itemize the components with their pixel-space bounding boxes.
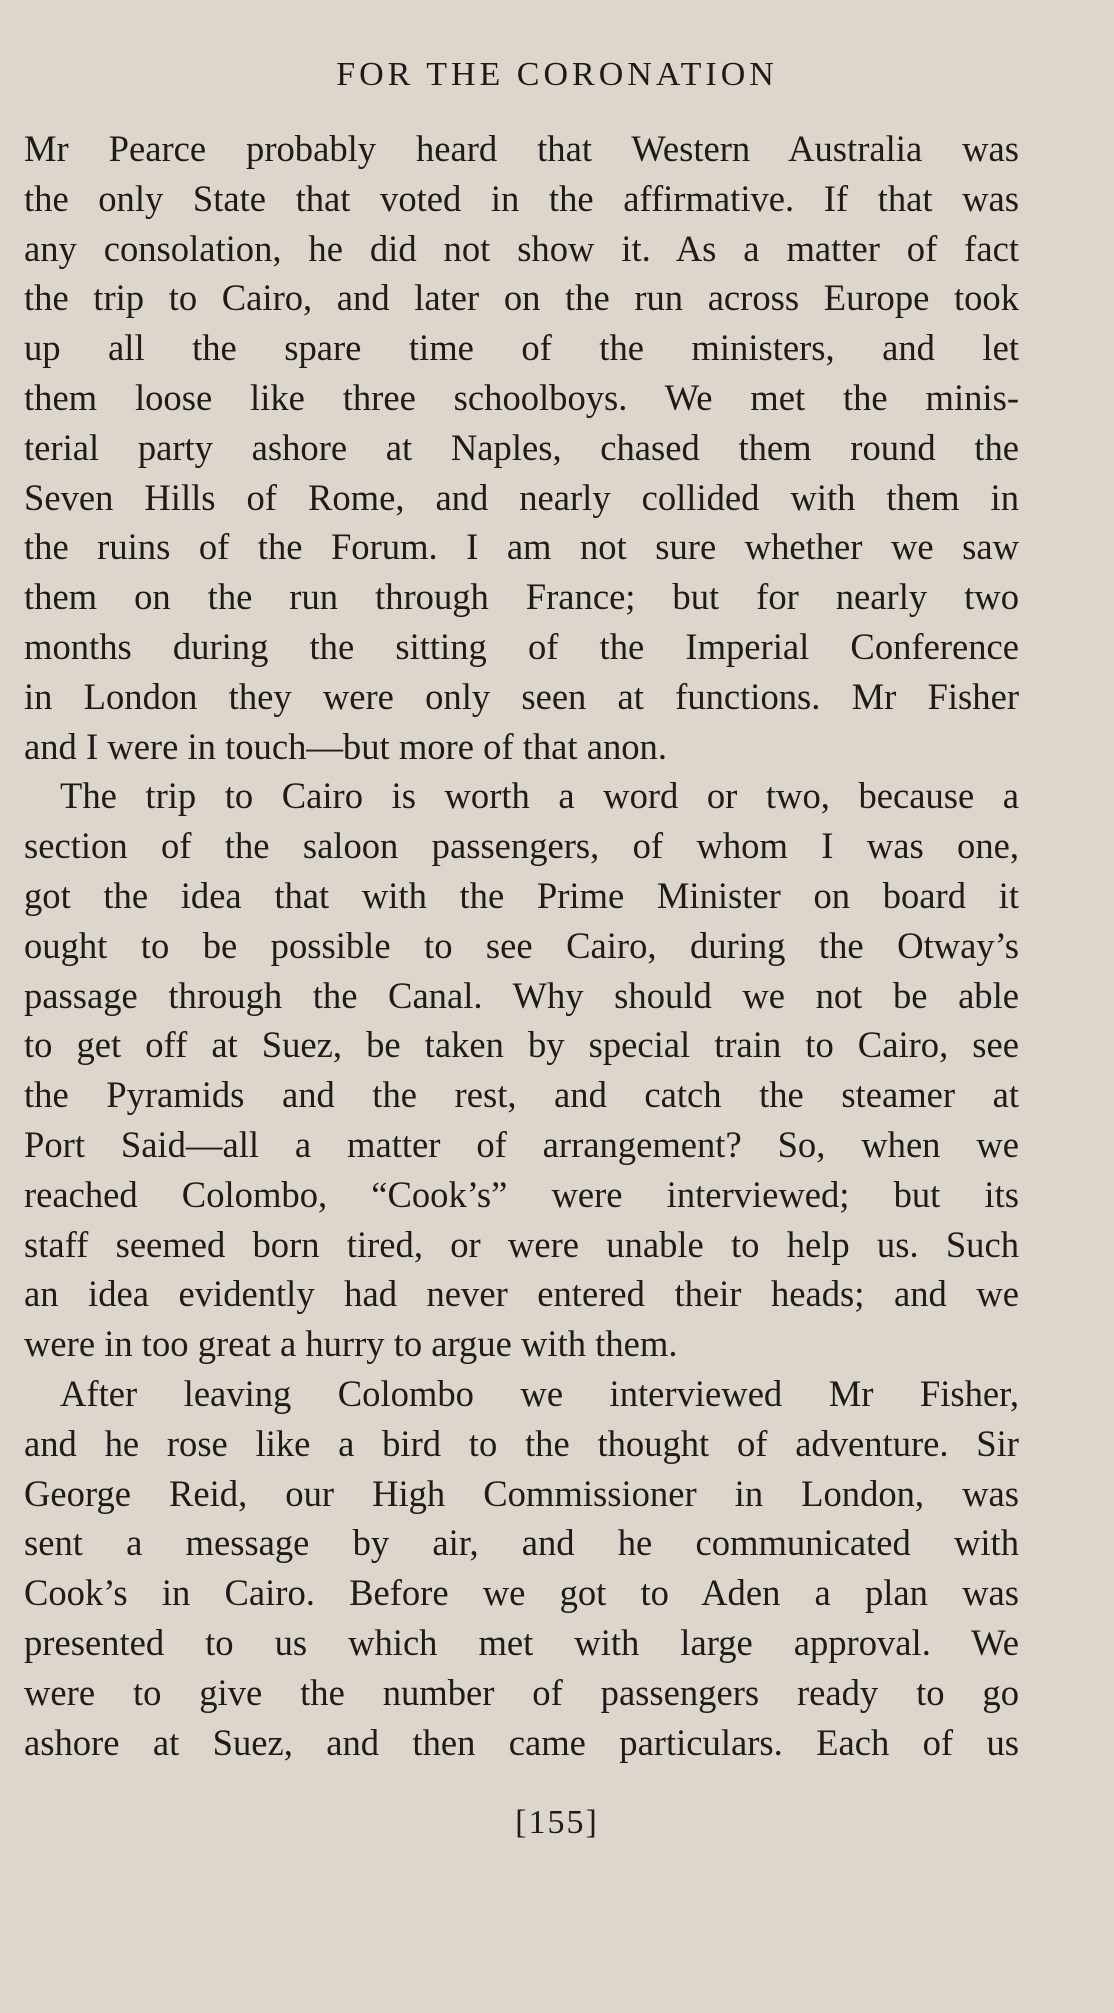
text-line: George Reid, our High Commissioner in London, was	[24, 1472, 1019, 1514]
text-line: them loose like three schoolboys. We met the minis-	[24, 376, 1019, 418]
text-line: Cook’s in Cairo. Before we got to Aden a plan was	[24, 1572, 1019, 1614]
text-line: to get off at Suez, be taken by special train to Cairo, see	[24, 1024, 1019, 1066]
text-line: the Pyramids and the rest, and catch the steamer at	[24, 1074, 1019, 1116]
paragraph	[24, 124, 1019, 771]
text-line: sent a message by air, and he communicated with	[24, 1522, 1019, 1564]
text-line: After leaving Colombo we interviewed Mr Fisher,	[60, 1372, 1019, 1414]
text-line: got the idea that with the Prime Minister on board it	[24, 874, 1019, 916]
text-line: terial party ashore at Naples, chased them round the	[24, 426, 1019, 468]
page-number: [155]	[515, 1804, 599, 1841]
text-line: passage through the Canal. Why should we not be able	[24, 974, 1019, 1016]
text-line: presented to us which met with large approval. We	[24, 1621, 1019, 1663]
text-line: and he rose like a bird to the thought of adventure. Sir	[24, 1422, 1019, 1464]
text-line: up all the spare time of the ministers, and let	[24, 327, 1019, 369]
paragraph	[24, 771, 1019, 1369]
text-line: Mr Pearce probably heard that Western Australia was	[24, 128, 1019, 169]
text-line: section of the saloon passengers, of whom I was one,	[24, 825, 1019, 867]
text-line: months during the sitting of the Imperial Conference	[24, 625, 1019, 667]
text-line: ashore at Suez, and then came particulars. Each of us	[24, 1721, 1019, 1763]
text-line: were to give the number of passengers ready to go	[24, 1671, 1019, 1713]
text-line: Port Said—all a matter of arrangement? So, when we	[24, 1123, 1019, 1165]
paragraph	[24, 1369, 1019, 1767]
text-line: and I were in touch—but more of that anon.	[24, 725, 667, 767]
text-line: in London they were only seen at functions. Mr Fisher	[24, 675, 1019, 717]
text-line: The trip to Cairo is worth a word or two, because a	[60, 775, 1019, 817]
text-line: the only State that voted in the affirmative. If that was	[24, 177, 1019, 219]
text-line: them on the run through France; but for nearly two	[24, 576, 1019, 618]
running-head: FOR THE CORONATION	[336, 56, 778, 93]
text-line: staff seemed born tired, or were unable to help us. Such	[24, 1223, 1019, 1265]
text-line: Seven Hills of Rome, and nearly collided with them in	[24, 476, 1019, 518]
text-line: the trip to Cairo, and later on the run across Europe took	[24, 277, 1019, 319]
body-text	[24, 124, 1019, 1767]
text-line: the ruins of the Forum. I am not sure whether we saw	[24, 526, 1019, 568]
text-line: reached Colombo, “Cook’s” were interviewed; but its	[24, 1173, 1019, 1215]
text-line: any consolation, he did not show it. As a matter of fact	[24, 227, 1019, 269]
text-line: ought to be possible to see Cairo, during the Otway’s	[24, 924, 1019, 966]
text-line: were in too great a hurry to argue with them.	[24, 1323, 678, 1365]
text-line: an idea evidently had never entered their heads; and we	[24, 1273, 1019, 1315]
